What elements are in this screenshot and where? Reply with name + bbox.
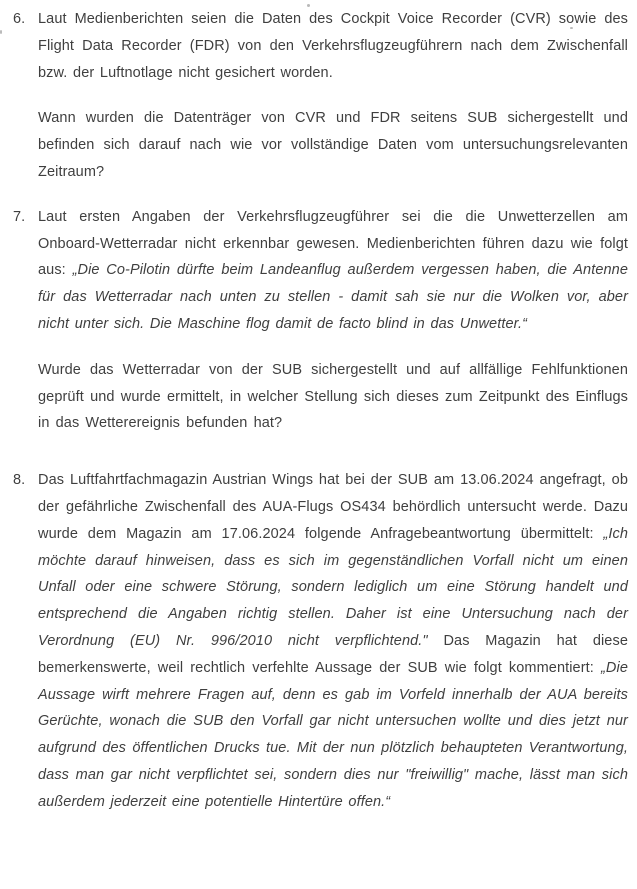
list-item-8 [13,467,628,815]
item-6-body-text: Laut Medienberichten seien die Daten des Cockpit Voice Recorder (CVR) sowie des Flight Data Recorder (FDR) von den Verkehrsflugzeugführern nach dem Zwischenfall bzw. der Luftnotlage nicht gesichert worden. [38,11,628,81]
item-6-body-paragraph [38,6,628,86]
list-item-6-number: 6. [13,11,26,27]
item-8-magazine-comment-quote: „Die Aussage wirft mehrere Fragen auf, denn es gab im Vorfeld innerhalb der AUA bereits Gerüchte, wonach die SUB den Vorfall gar nicht untersuchen wollte und dies jetzt nur aufgrund des öffentlichen Drucks tue. Mit der nun plötzlich behaupteten Verantwortung, dass man gar nicht verpflichtet sei, sondern dies nur "freiwillig" mache, lässt man sich außerdem jederzeit eine potentielle Hintertüre offen.“ [38,659,628,810]
item-7-media-quote: „Die Co-Pilotin dürfte beim Landeanflug außerdem vergessen haben, die Antenne für das Wetterradar nach unten zu stellen - damit sah sie nur die Wolken vor, aber nicht unter sich. Die Maschine flog damit de facto blind in das Unwetter.“ [38,262,629,332]
item-6-question-paragraph [38,105,628,185]
item-8-sub-reply-quote: „Ich möchte darauf hinweisen, dass es sich im gegenständlichen Vorfall nicht um einen Unfall oder eine schwere Störung, sondern lediglich um eine Störung handelt und entsprechend die Angaben richtig stellen. Daher ist eine Untersuchung nach der Verordnung (EU) Nr. 996/2010 nicht verpflichtend." [38,525,628,649]
list-item-7 [13,204,628,437]
item-7-body-text: Laut ersten Angaben der Verkehrsflugzeugführer sei die die Unwetterzellen am Onboard-Wetterradar nicht erkennbar gewesen. Medienberichten führen dazu wie folgt aus: [38,208,628,279]
scan-speck [0,30,2,34]
item-8-body-text-1: Das Luftfahrtfachmagazin Austrian Wings hat bei der SUB am 13.06.2024 angefragt, ob der gefährliche Zwischenfall des AUA-Flugs OS434 behördlich untersucht werde. Dazu wurde dem Magazin am 17.06.2024 folgende Anfragebeantwortung übermittelt: [38,472,628,542]
item-7-question-paragraph [38,357,628,437]
list-item-6 [13,6,628,186]
item-8-body-paragraph [38,467,628,815]
list-item-8-number: 8. [13,472,26,489]
item-6-question-text: Wann wurden die Datenträger von CVR und FDR seitens SUB sichergestellt und befinden sich darauf nach wie vor vollständige Daten vom untersuchungsrelevanten Zeitraum? [38,110,628,180]
list-item-7-number: 7. [13,208,26,225]
item-7-question-text: Wurde das Wetterradar von der SUB sichergestellt und auf allfällige Fehlfunktionen geprüft und wurde ermittelt, in welcher Stellung sich dieses zum Zeitpunkt des Einflugs in das Wetterereignis befunden hat? [38,361,628,432]
item-8-body-text-2: Das Magazin hat diese bemerkenswerte, weil rechtlich verfehlte Aussage der SUB wie folgt kommentiert: [38,632,628,676]
item-7-body-paragraph [38,204,628,338]
